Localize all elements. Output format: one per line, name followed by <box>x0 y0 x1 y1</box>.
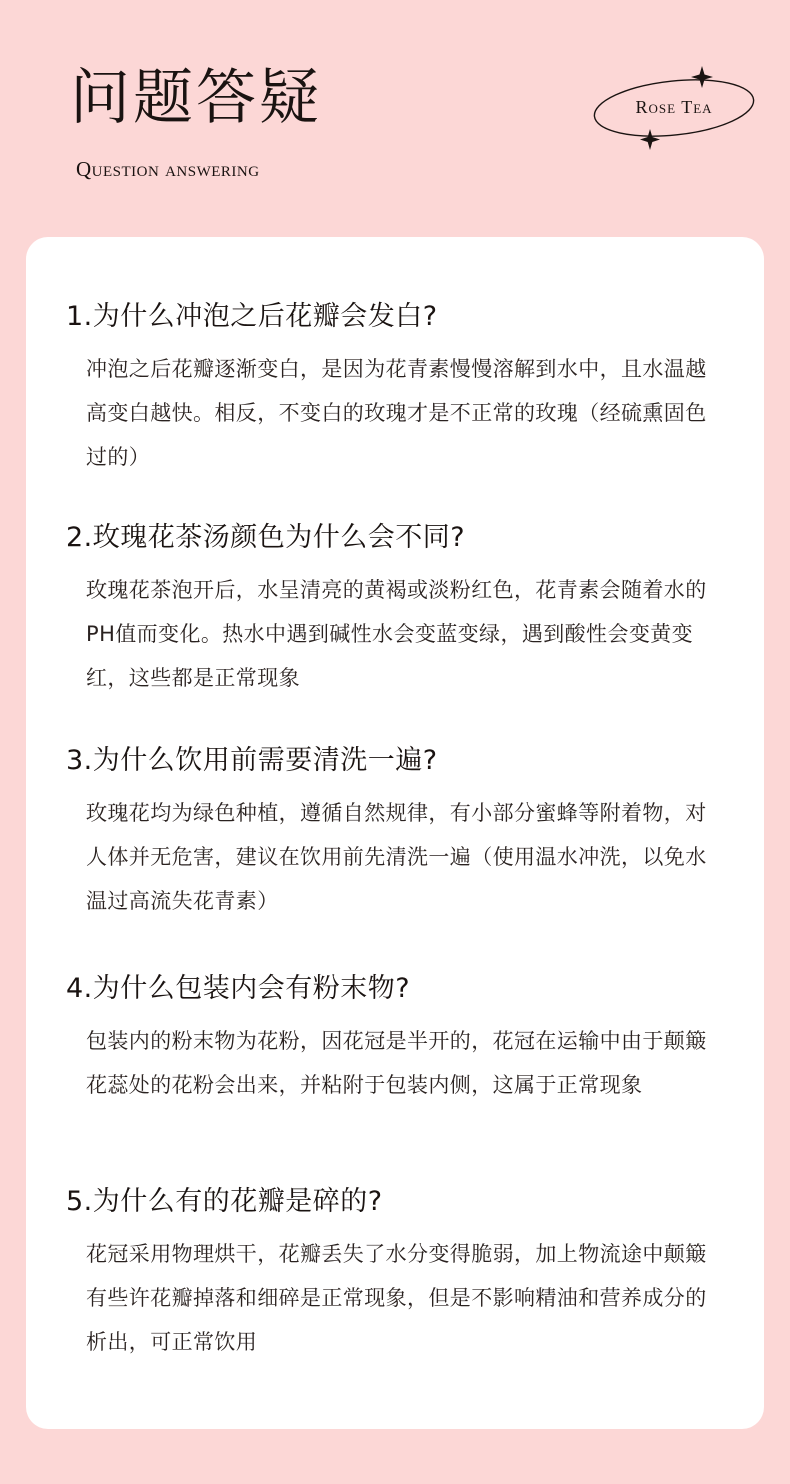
answer-5: 花冠采用物理烘干，花瓣丢失了水分变得脆弱，加上物流途中颠簸有些许花瓣掉落和细碎是正常现象，但是不影响精油和营养成分的析出，可正常饮用 <box>86 1242 707 1354</box>
qa-item-1 <box>66 297 736 479</box>
question-5: 5.为什么有的花瓣是碎的? <box>66 1186 383 1217</box>
answer-3: 玫瑰花均为绿色种植，遵循自然规律，有小部分蜜蜂等附着物，对人体并无危害，建议在饮用前先清洗一遍（使用温水冲洗，以免水温过高流失花青素） <box>86 801 707 913</box>
question-1: 1.为什么冲泡之后花瓣会发白? <box>66 301 438 332</box>
qa-card <box>26 237 764 1429</box>
page-subtitle: Question answering <box>76 157 260 181</box>
rose-tea-logo <box>590 64 758 154</box>
logo-text: Rose Tea <box>635 97 713 117</box>
qa-item-3 <box>66 741 736 923</box>
qa-item-5 <box>66 1182 736 1364</box>
page-title: 问题答疑 <box>70 63 322 133</box>
answer-4: 包装内的粉末物为花粉，因花冠是半开的，花冠在运输中由于颠簸花蕊处的花粉会出来，并粘附于包装内侧，这属于正常现象 <box>86 1029 707 1097</box>
qa-item-2 <box>66 518 736 700</box>
answer-1: 冲泡之后花瓣逐渐变白，是因为花青素慢慢溶解到水中，且水温越高变白越快。相反，不变白的玫瑰才是不正常的玫瑰（经硫熏固色过的） <box>86 357 707 469</box>
qa-item-4 <box>66 969 736 1107</box>
answer-2: 玫瑰花茶泡开后，水呈清亮的黄褐或淡粉红色，花青素会随着水的PH值而变化。热水中遇到碱性水会变蓝变绿，遇到酸性会变黄变红，这些都是正常现象 <box>86 578 707 690</box>
question-3: 3.为什么饮用前需要清洗一遍? <box>66 745 438 776</box>
header <box>0 0 790 230</box>
question-4: 4.为什么包装内会有粉末物? <box>66 973 411 1004</box>
question-2: 2.玫瑰花茶汤颜色为什么会不同? <box>66 522 466 553</box>
